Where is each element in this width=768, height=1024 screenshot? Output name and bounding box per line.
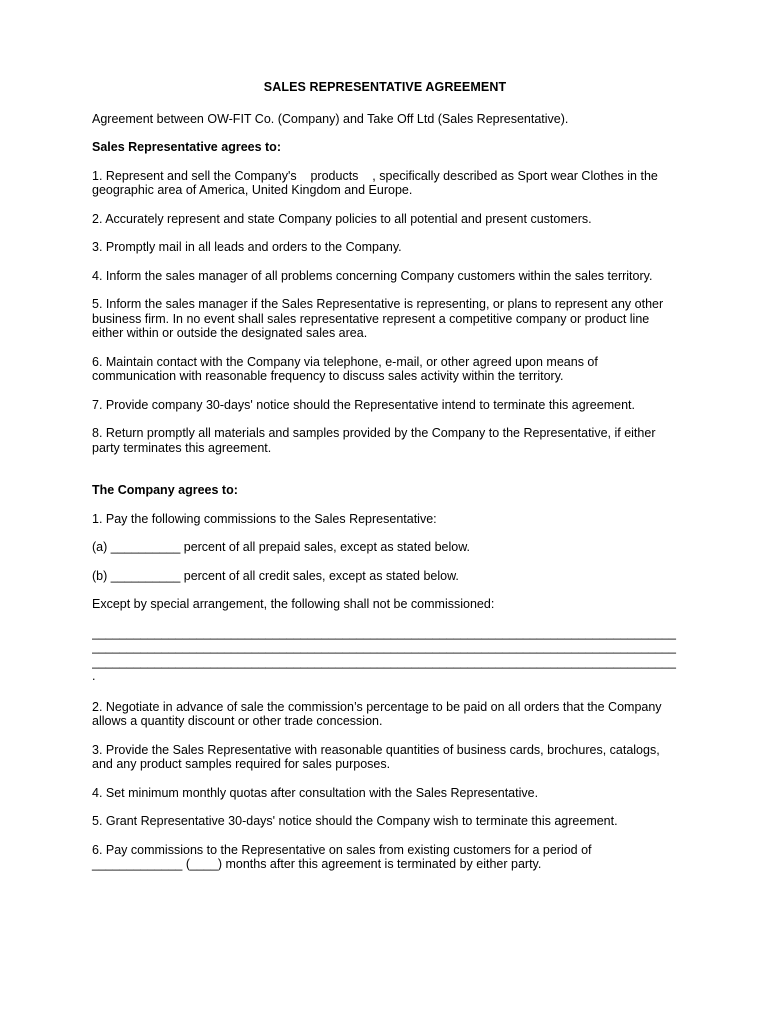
agreement-intro: Agreement between OW-FIT Co. (Company) and Take Off Ltd (Sales Representative). xyxy=(92,111,569,126)
rep-item-8: 8. Return promptly all materials and samples provided by the Company to the Representative, if either party terminates this agreement. xyxy=(92,426,659,455)
rep-item-3: 3. Promptly mail in all leads and orders to the Company. xyxy=(92,240,402,254)
exception-text: Except by special arrangement, the following shall not be commissioned: xyxy=(92,597,495,611)
blank-line-3: ____________________________________________________________________________________ xyxy=(92,654,676,669)
company-obligations-list xyxy=(92,512,678,872)
rep-obligations-list xyxy=(92,169,678,456)
blank-line-1: ____________________________________________________________________________________ xyxy=(92,625,676,640)
company-item-5: 5. Grant Representative 30-days' notice should the Company wish to terminate this agreement. xyxy=(92,814,618,828)
blank-line-2: ____________________________________________________________________________________ xyxy=(92,640,676,654)
rep-item-1: 1. Represent and sell the Company's products , specifically described as Sport wear Clothes in the geographic area of America, United Kingdom and Europe. xyxy=(92,168,662,197)
section-spacer xyxy=(92,469,678,483)
commission-prepaid: (a) __________ percent of all prepaid sales, except as stated below. xyxy=(92,540,471,554)
company-item-2: 2. Negotiate in advance of sale the commission’s percentage to be paid on all orders that the Company allows a quantity discount or other trade concession. xyxy=(92,699,666,728)
rep-item-7: 7. Provide company 30-days' notice should the Representative intend to terminate this agreement. xyxy=(92,397,635,412)
rep-item-4: 4. Inform the sales manager of all problems concerning Company customers within the sales territory. xyxy=(92,268,653,283)
company-item-6: 6. Pay commissions to the Representative on sales from existing customers for a period of _____________ (____) months after this agreement is terminated by either party. xyxy=(92,842,596,871)
company-section-heading: The Company agrees to: xyxy=(92,483,238,497)
company-item-4: 4. Set minimum monthly quotas after consultation with the Sales Representative. xyxy=(92,785,539,800)
blank-end-dot: . xyxy=(92,669,96,683)
rep-item-5: 5. Inform the sales manager if the Sales Representative is representing, or plans to represent any other business firm. In no event shall sales representative represent a competitive company or product line either within or outside the designated sales area. xyxy=(92,297,667,340)
rep-item-6: 6. Maintain contact with the Company via telephone, e-mail, or other agreed upon means of communication with reasonable frequency to discuss sales activity within the territory. xyxy=(92,354,602,383)
commission-credit: (b) __________ percent of all credit sales, except as stated below. xyxy=(92,568,459,583)
document-page xyxy=(92,80,678,886)
document-title: SALES REPRESENTATIVE AGREEMENT xyxy=(263,80,507,94)
rep-item-2: 2. Accurately represent and state Company policies to all potential and present customers. xyxy=(92,211,592,226)
rep-section-heading: Sales Representative agrees to: xyxy=(92,140,281,154)
company-item-3: 3. Provide the Sales Representative with reasonable quantities of business cards, brochures, catalogs, and any product samples required for sales purposes. xyxy=(92,742,664,771)
company-item-1: 1. Pay the following commissions to the Sales Representative: xyxy=(92,511,437,526)
